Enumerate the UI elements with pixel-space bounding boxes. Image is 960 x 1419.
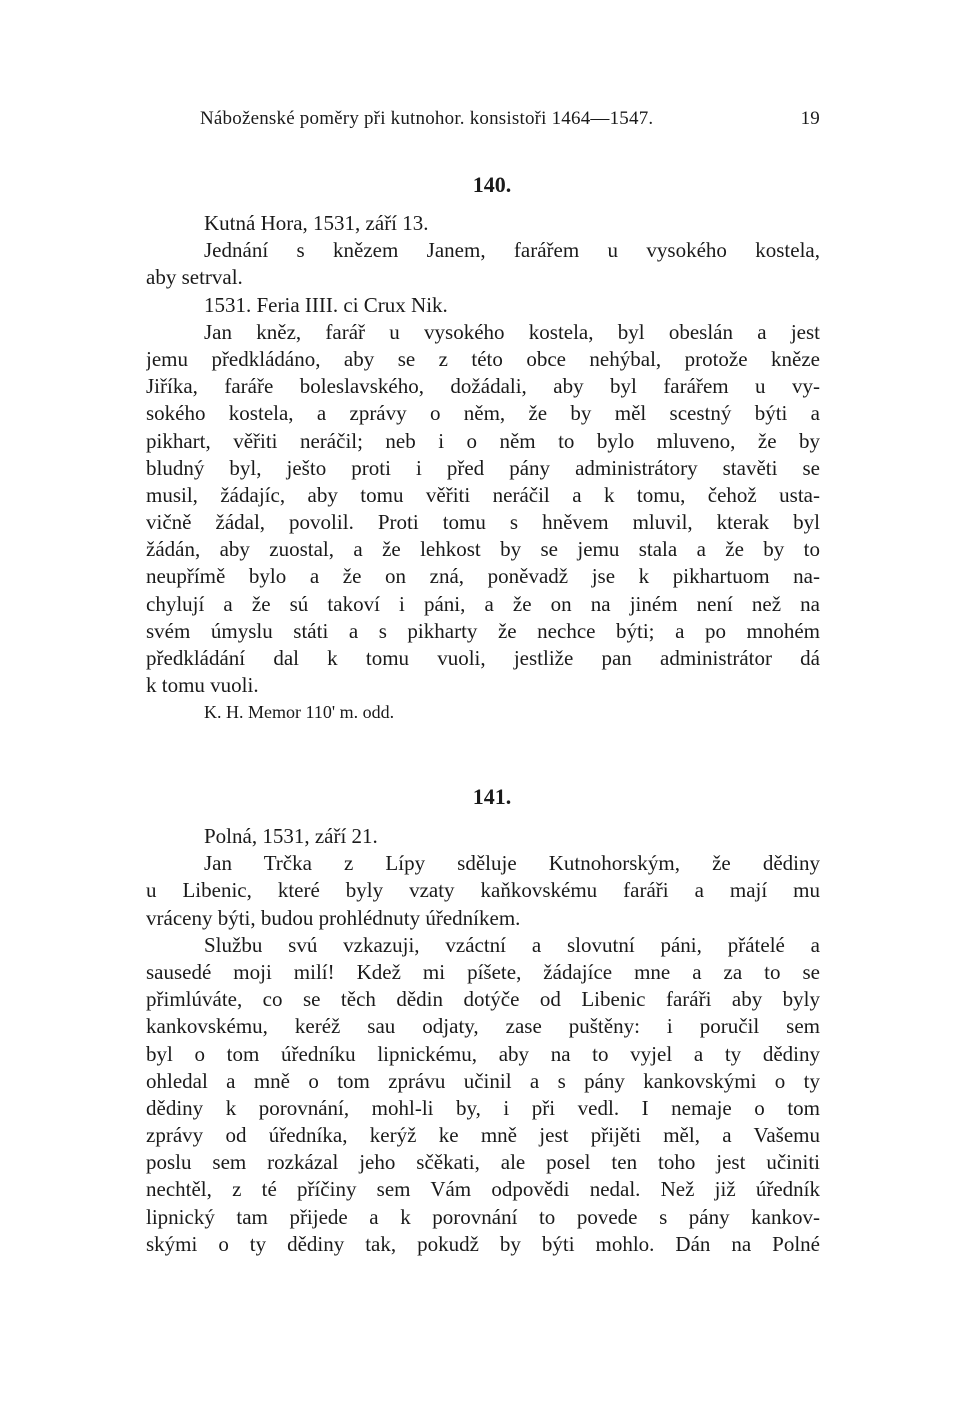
text-line: K. H. Memor 110' m. odd. [204,702,395,723]
text-line: ohledal a mně o tom zprávu učinil a s pány kankovskými o ty [146,1068,820,1093]
document-number-141: 141. [472,784,512,809]
text-line: Službu svú vzkazuji, vzáctní a slovutní páni, přátelé a [204,932,820,957]
text-line: skými o ty dědiny tak, pokudž by býti mohlo. Dán na Polné [146,1231,820,1256]
text-line: Jednání s knězem Janem, farářem u vysokého kostela, [204,238,820,263]
text-line: vičně žádal, povolil. Proti tomu s hněvem mluvil, kterak byl [146,510,820,535]
document-number-140: 140. [472,172,512,197]
text-line: neupřímě bylo a že on zná, poněvadž jse k pikhartuom na- [146,564,820,589]
document-140-text [146,210,820,727]
text-line: dědiny k porovnání, mohl-li by, i při vedl. I nemaje o tom [146,1095,820,1120]
text-line: sausedé moji milí! Kdež mi píšete, žádajíce mne a za to se [146,959,820,984]
text-line: kankovskému, keréž sau odjaty, zase puštěny: i poručil sem [146,1014,820,1039]
text-line: pikhart, věřiti neráčil; neb i o něm to bylo mluveno, že by [146,428,820,453]
text-line: u Libenic, které byly vzaty kaňkovskému faráři a mají mu [146,878,820,903]
text-line: aby setrval. [146,265,243,290]
document-141-text [146,823,820,1258]
text-line: chylují a že sú takoví i páni, a že on na jiném není než na [146,591,820,616]
text-line: lipnický tam přijede a k porovnání to povede s pány kankov- [146,1204,820,1229]
text-line: poslu sem rozkázal jeho sčěkati, ale posel ten toho jest učiniti [146,1150,820,1175]
text-line: k tomu vuoli. [146,673,259,698]
text-line: Jan Trčka z Lípy sděluje Kutnohorským, že dědiny [204,851,820,876]
text-line: zprávy od úředníka, kerýž ke mně jest přijěti měl, a Vašemu [146,1123,820,1148]
text-line: přimlúváte, co se těch dědin dotýče od Libenic faráři aby byly [146,987,820,1012]
text-line: Polná, 1531, září 21. [204,824,378,848]
text-line: předkládání dal k tomu vuoli, jestliže pan administrátor dá [146,646,820,670]
text-line: žádán, aby zuostal, a že lehkost by se jemu stala a že by to [146,537,820,562]
text-line: svém úmyslu státi a s pikharty že nechce býti; a po mnohém [146,618,820,643]
text-line: Kutná Hora, 1531, září 13. [204,211,429,235]
running-header-title: Náboženské poměry při kutnohor. konsistoři 1464—1547. [200,108,654,129]
text-line: Jan kněz, farář u vysokého kostela, byl obeslán a jest [204,319,820,344]
page-number: 19 [800,108,820,129]
text-line: byl o tom úředníku lipnickému, aby na to vyjel a ty dědiny [146,1041,820,1066]
text-line: bludný byl, ješto proti i před pány administrátory stavěti se [146,455,820,480]
text-line: sokého kostela, a zprávy o něm, že by měl scestný býti a [146,401,820,426]
text-line: 1531. Feria IIII. ci Crux Nik. [204,292,448,317]
text-line: musil, žádajíc, aby tomu věřiti neráčil a k tomu, čehož usta- [146,482,820,507]
text-line: vráceny býti, budou prohlédnuty úředníkem. [146,905,521,930]
text-line: jemu předkládáno, aby se z této obce nehýbal, protože kněze [146,346,820,371]
text-line: Jiříka, faráře boleslavského, dožádali, aby byl farářem u vy- [146,374,820,399]
text-line: nechtěl, z té příčiny sem Vám odpovědi nedal. Než již úředník [146,1177,820,1202]
